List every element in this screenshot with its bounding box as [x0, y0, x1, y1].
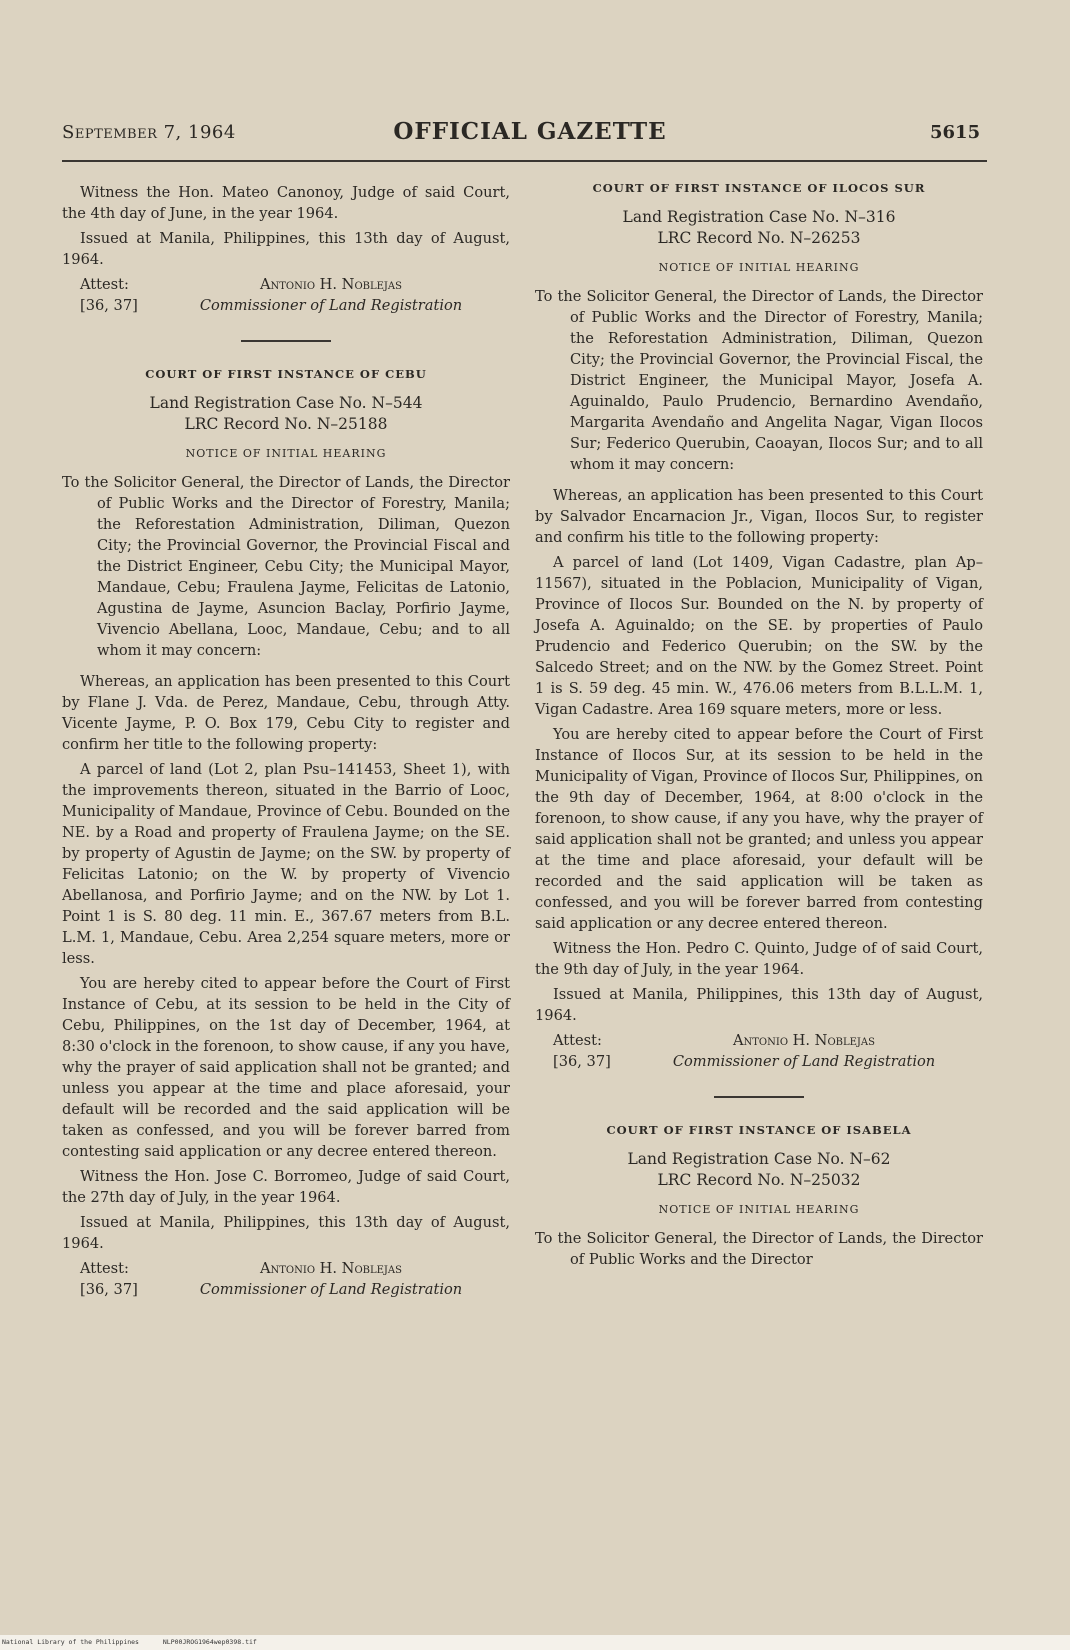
- lrc-record: LRC Record No. N–26253: [657, 229, 861, 247]
- case-number: Land Registration Case No. N–316: [622, 208, 896, 226]
- issued-paragraph: Issued at Manila, Philippines, this 13th day of August, 1964.: [535, 986, 983, 1024]
- case-number: Land Registration Case No. N–62: [627, 1150, 891, 1168]
- witness-paragraph: Witness the Hon. Jose C. Borromeo, Judge of said Court, the 27th day of July, in the year 1964.: [62, 1168, 510, 1206]
- court-heading: COURT OF FIRST INSTANCE OF ILOCOS SUR: [592, 181, 926, 195]
- parcel-paragraph: A parcel of land (Lot 1409, Vigan Cadastre, plan Ap–11567), situated in the Poblacion, Municipality of Vigan, Province of Ilocos Sur. Bounded on the N. by property of Josefa A. Aguinaldo; on the SE. by properties of Paulo Prudencio and Federico Querubin; on the SW. by the Salcedo Street; and on the NW. by the Gomez Street. Point 1 is S. 59 deg. 45 min. W., 476.06 meters from B.L.L.M. 1, Vigan Cadastre. Area 169 square meters, more or less.: [535, 554, 983, 718]
- witness-paragraph: Witness the Hon. Mateo Canonoy, Judge of said Court, the 4th day of June, in the year 1964.: [62, 184, 510, 222]
- attest-title: Commissioner of Land Registration: [672, 1053, 936, 1070]
- attest-name: Antonio H. Noblejas: [732, 1032, 876, 1049]
- notice-heading: NOTICE OF INITIAL HEARING: [658, 261, 860, 274]
- section-divider: [714, 1096, 804, 1098]
- addressees: To the Solicitor General, the Director of Lands, the Director of Public Works and the Director of Forestry, Manila; the Reforestation Administration, Diliman, Quezon City; the Provincial Governor, the Provincial Fiscal and the District Engineer, Cebu City; the Municipal Mayor, Mandaue, Cebu; Fraulena Jayme, Felicitas de Latonio, Agustina de Jayme, Asuncion Baclay, Porfirio Jayme, Vivencio Abellana, Looc, Mandaue, Cebu; and to all whom it may concern:: [62, 474, 510, 659]
- whereas-paragraph: Whereas, an application has been presented to this Court by Flane J. Vda. de Perez, Mandaue, Cebu, through Atty. Vicente Jayme, P. O. Box 179, Cebu City to register and confirm her title to the following property:: [62, 673, 510, 753]
- whereas-paragraph: Whereas, an application has been presented to this Court by Salvador Encarnacion Jr., Vigan, Ilocos Sur, to register and confirm his title to the following property:: [535, 487, 983, 546]
- issued-paragraph: Issued at Manila, Philippines, this 13th day of August, 1964.: [62, 230, 510, 268]
- attest-name: Antonio H. Noblejas: [259, 1260, 403, 1277]
- footer-library: National Library of the Philippines: [2, 1638, 139, 1646]
- header-title: OFFICIAL GAZETTE: [393, 118, 667, 145]
- addressees: To the Solicitor General, the Director of Lands, the Director of Public Works and the Director: [535, 1230, 983, 1268]
- attest-ref: [36, 37]: [80, 1281, 138, 1298]
- attest-label: Attest:: [80, 1260, 129, 1277]
- addressees: To the Solicitor General, the Director of Lands, the Director of Public Works and the Director of Forestry, Manila; the Reforestation Administration, Diliman, Quezon City; the Provincial Governor, the Provincial Fiscal, the District Engineer, the Municipal Mayor, Josefa A. Aguinaldo, Paulo Prudencio, Bernardino Avendaño, Margarita Avendaño and Angelita Nagar, Vigan Ilocos Sur; Federico Querubin, Caoayan, Ilocos Sur; and to all whom it may concern:: [535, 288, 983, 473]
- header-rule: [62, 160, 987, 162]
- lrc-record: LRC Record No. N–25188: [184, 415, 388, 433]
- notice-heading: NOTICE OF INITIAL HEARING: [658, 1203, 860, 1216]
- parcel-paragraph: A parcel of land (Lot 2, plan Psu–141453, Sheet 1), with the improvements thereon, situated in the Barrio of Looc, Municipality of Mandaue, Province of Cebu. Bounded on the NE. by a Road and property of Fraulena Jayme; on the SE. by property of Agustin de Jayme; on the SW. by property of Felicitas Latonio; on the W. by property of Vivencio Abellanosa, and Porfirio Jayme; and on the NW. by Lot 1. Point 1 is S. 80 deg. 11 min. E., 367.67 meters from B.L. L.M. 1, Mandaue, Cebu. Area 2,254 square meters, more or less.: [62, 761, 510, 967]
- attest-block: [62, 274, 510, 316]
- issued-paragraph: Issued at Manila, Philippines, this 13th day of August, 1964.: [62, 1214, 510, 1252]
- attest-label: Attest:: [80, 276, 129, 293]
- attest-title: Commissioner of Land Registration: [199, 1281, 463, 1298]
- attest-block: [535, 1030, 983, 1072]
- attest-label: Attest:: [553, 1032, 602, 1049]
- left-column: [62, 182, 510, 1300]
- cited-paragraph: You are hereby cited to appear before the Court of First Instance of Ilocos Sur, at its session to be held in the Municipality of Vigan, Province of Ilocos Sur, Philippines, on the 9th day of December, 1964, at 8:00 o'clock in the forenoon, to show cause, if any you have, why the prayer of said application shall not be granted; and unless you appear at the time and place aforesaid, your default will be recorded and the said application will be taken as confessed, and you will be forever barred from contesting said application or any decree entered thereon.: [535, 726, 983, 932]
- attest-ref: [36, 37]: [553, 1053, 611, 1070]
- court-heading: COURT OF FIRST INSTANCE OF ISABELA: [606, 1123, 912, 1137]
- header-page-number: 5615: [930, 122, 981, 143]
- attest-title: Commissioner of Land Registration: [199, 297, 463, 314]
- lrc-record: LRC Record No. N–25032: [657, 1171, 861, 1189]
- attest-block: [62, 1258, 510, 1300]
- right-column: [535, 182, 983, 1280]
- section-divider: [241, 340, 331, 342]
- attest-ref: [36, 37]: [80, 297, 138, 314]
- header-date: September 7, 1964: [62, 122, 236, 143]
- court-heading: COURT OF FIRST INSTANCE OF CEBU: [145, 367, 427, 381]
- scan-footer: [0, 1635, 1070, 1650]
- case-number: Land Registration Case No. N–544: [149, 394, 423, 412]
- attest-name: Antonio H. Noblejas: [259, 276, 403, 293]
- cited-paragraph: You are hereby cited to appear before the Court of First Instance of Cebu, at its session to be held in the City of Cebu, Philippines, on the 1st day of December, 1964, at 8:30 o'clock in the forenoon, to show cause, if any you have, why the prayer of said application shall not be granted; and unless you appear at the time and place aforesaid, your default will be recorded and the said application will be taken as confessed, and you will be forever barred from contesting said application or any decree entered thereon.: [62, 975, 510, 1160]
- notice-heading: NOTICE OF INITIAL HEARING: [185, 447, 387, 460]
- footer-file: NLP00JROG1964wep0398.tif: [162, 1638, 257, 1646]
- witness-paragraph: Witness the Hon. Pedro C. Quinto, Judge of of said Court, the 9th day of July, in the year 1964.: [535, 940, 983, 978]
